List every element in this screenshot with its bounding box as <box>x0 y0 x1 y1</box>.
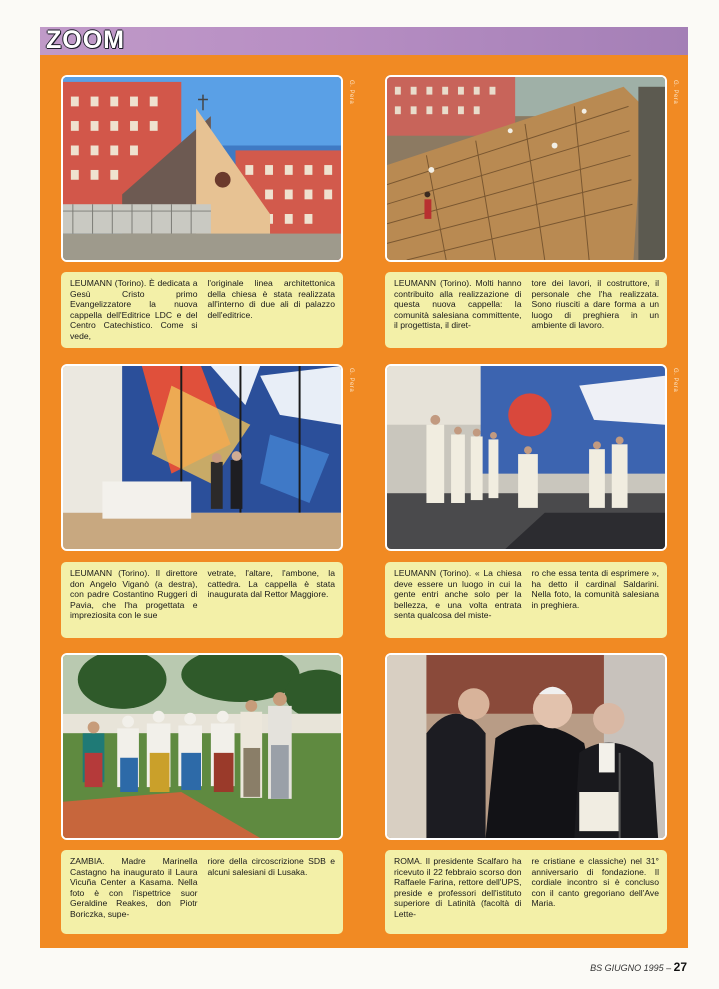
caption-column: tore dei lavori, il costruttore, il personale che l'ha realizzata. Sono riusciti a dare forma a un luogo di preghiera in un ambiente di lavoro. <box>531 278 659 331</box>
caption-stained-glass-interior <box>61 562 343 638</box>
photo-zambia-group <box>61 653 343 840</box>
caption-column: LEUMANN (Torino). È dedicata a Gesù Cristo primo Evangelizzatore la nuova cappella dell'Editrice LDC e del Centro Catechistico. Come si vede, <box>70 278 198 341</box>
photo-stained-glass-interior <box>61 364 343 551</box>
section-header-bar <box>40 27 688 55</box>
caption-column: l'originale linea architettonica della chiesa è stata realizzata all'interno di due ali di palazzo dell'editrice. <box>207 278 335 320</box>
caption-mass-celebration <box>385 562 667 638</box>
caption-column: ROMA. Il presidente Scalfaro ha ricevuto il 22 febbraio scorso don Raffaele Farina, rettore dell'UPS, preside e professori dell'istituto superiore di Latinità (facoltà di Lette- <box>394 856 522 919</box>
caption-zambia-group <box>61 850 343 934</box>
photo-credit: G. Pera <box>348 368 354 393</box>
caption-roof-construction <box>385 272 667 348</box>
photo-credit: G. Pera <box>348 80 354 105</box>
caption-column: LEUMANN (Torino). Molti hanno contribuito alla realizzazione di questa nuova cappella: la comunità salesiana committente, il progettista, il diret- <box>394 278 522 331</box>
photo-chapel-exterior <box>61 75 343 262</box>
section-title: ZOOM <box>46 26 125 54</box>
page-number: 27 <box>673 960 687 974</box>
photo-mass-celebration <box>385 364 667 551</box>
photo-credit: G. Pera <box>672 368 678 393</box>
caption-chapel-exterior <box>61 272 343 348</box>
caption-column: riore della circoscrizione SDB e alcuni salesiani di Lusaka. <box>207 856 335 877</box>
caption-column: re cristiane e classiche) nel 31° anniversario di fondazione. Il cordiale incontro si è concluso con il canto gregoriano dell'Ave Maria. <box>531 856 659 909</box>
photo-rome-meeting <box>385 653 667 840</box>
caption-column: vetrate, l'altare, l'ambone, la cattedra. La cappella è stata inaugurata dal Rettor Maggiore. <box>207 568 335 600</box>
issue-label: BS GIUGNO 1995 – <box>590 963 672 973</box>
photo-credit: G. Pera <box>672 80 678 105</box>
caption-column: LEUMANN (Torino). Il direttore don Angelo Viganò (a destra), con padre Costantino Ruggeri di Pavia, che l'ha progettata e impreziosita con le sue <box>70 568 198 621</box>
caption-column: ro che essa tenta di esprimere », ha detto il cardinal Saldarini. Nella foto, la comunità salesiana in preghiera. <box>531 568 659 610</box>
caption-column: ZAMBIA. Madre Marinella Castagno ha inaugurato il Laura Vicuña Center a Kasama. Nella foto è con l'ispettrice suor Geraldine Reakes, don Piotr Boriczka, supe- <box>70 856 198 919</box>
caption-rome-meeting <box>385 850 667 934</box>
caption-column: LEUMANN (Torino). « La chiesa deve essere un luogo in cui la gente entri anche solo per la bellezza, e una volta entrata senta qualcosa del miste- <box>394 568 522 621</box>
page-footer <box>590 960 687 974</box>
photo-roof-construction <box>385 75 667 262</box>
